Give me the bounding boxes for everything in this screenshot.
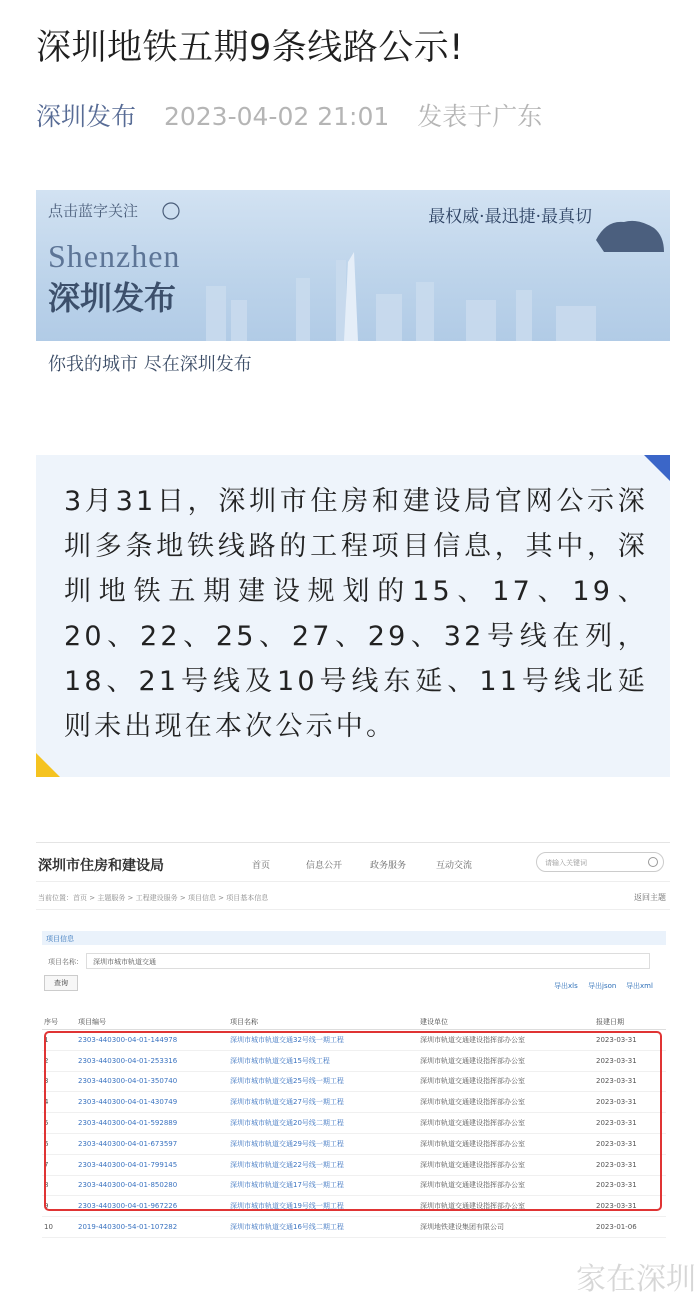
row-builder: 深圳市轨道交通建设指挥部办公室 (418, 1113, 594, 1134)
banner-subtitle: 你我的城市 尽在深圳发布 (48, 354, 252, 375)
table-row (42, 1217, 666, 1238)
publish-datetime: 2023-04-02 21:01 (163, 102, 390, 131)
corner-accent-blue (644, 455, 670, 481)
row-date: 2023-03-31 (594, 1071, 666, 1092)
export-json: 导出json (588, 982, 617, 990)
follow-hint: 点击蓝字关注 (48, 202, 139, 220)
search-icon (648, 857, 658, 867)
col-index: 序号 (42, 1015, 76, 1030)
col-code: 项目编号 (76, 1015, 228, 1030)
nav-home: 首页 (252, 861, 271, 871)
banner-slogan: 最权威·最迅捷·最真切 (428, 207, 592, 227)
watermark: 家在深圳 (576, 1262, 696, 1297)
row-index: 7 (42, 1154, 76, 1175)
row-builder: 深圳市轨道交通建设指挥部办公室 (418, 1050, 594, 1071)
site-name: 深圳市住房和建设局 (38, 858, 164, 874)
row-builder: 深圳市轨道交通建设指挥部办公室 (418, 1030, 594, 1051)
row-date: 2023-03-31 (594, 1196, 666, 1217)
highlight-box (44, 1031, 662, 1211)
row-index: 2 (42, 1050, 76, 1071)
row-date: 2023-03-31 (594, 1113, 666, 1134)
mascot-icon (596, 221, 664, 252)
row-date: 2023-03-31 (594, 1030, 666, 1051)
row-name: 深圳市城市轨道交通20号线二期工程 (228, 1113, 418, 1134)
row-name: 深圳市城市轨道交通16号线二期工程 (228, 1217, 418, 1238)
row-index: 3 (42, 1071, 76, 1092)
row-builder: 深圳市轨道交通建设指挥部办公室 (418, 1071, 594, 1092)
row-date: 2023-03-31 (594, 1133, 666, 1154)
row-code: 2303-440300-04-01-350740 (76, 1071, 228, 1092)
row-index: 6 (42, 1133, 76, 1154)
nav-interaction: 互动交流 (436, 861, 473, 871)
row-code: 2303-440300-04-01-967226 (76, 1196, 228, 1217)
project-name-field: 深圳市城市轨道交通 (86, 953, 650, 969)
breadcrumb: 当前位置：首页 > 主题服务 > 工程建设服务 > 项目信息 > 项目基本信息 (38, 894, 269, 902)
back-link: 返回主题 (634, 893, 666, 902)
row-code: 2303-440300-04-01-253316 (76, 1050, 228, 1071)
row-index: 9 (42, 1196, 76, 1217)
row-name: 深圳市城市轨道交通15号线工程 (228, 1050, 418, 1071)
row-date: 2023-01-06 (594, 1217, 666, 1238)
banner-name-cn: 深圳发布 (48, 279, 177, 317)
col-builder: 建设单位 (418, 1015, 594, 1030)
row-name: 深圳市城市轨道交通19号线一期工程 (228, 1196, 418, 1217)
row-builder: 深圳市轨道交通建设指挥部办公室 (418, 1154, 594, 1175)
panel-header (42, 931, 666, 945)
account-name-link[interactable]: 深圳发布 (36, 102, 137, 131)
row-date: 2023-03-31 (594, 1050, 666, 1071)
panel-title: 项目信息 (46, 935, 74, 943)
query-button: 查询 (44, 975, 78, 991)
row-name: 深圳市城市轨道交通25号线一期工程 (228, 1071, 418, 1092)
export-xml: 导出xml (626, 982, 653, 990)
row-code: 2303-440300-04-01-144978 (76, 1030, 228, 1051)
banner-name-en: Shenzhen (48, 238, 181, 274)
follow-icon (163, 203, 179, 219)
row-builder: 深圳市轨道交通建设指挥部办公室 (418, 1175, 594, 1196)
nav-services: 政务服务 (370, 861, 407, 871)
row-index: 5 (42, 1113, 76, 1134)
tower-shape (344, 252, 358, 341)
summary-quote-box (36, 455, 670, 777)
row-code: 2303-440300-04-01-850280 (76, 1175, 228, 1196)
row-name: 深圳市城市轨道交通32号线一期工程 (228, 1030, 418, 1051)
row-index: 10 (42, 1217, 76, 1238)
export-xls: 导出xls (554, 982, 578, 990)
col-date: 报建日期 (594, 1015, 666, 1030)
publish-location: 发表于广东 (417, 102, 543, 131)
row-builder: 深圳市轨道交通建设指挥部办公室 (418, 1133, 594, 1154)
account-banner-image[interactable] (36, 190, 670, 386)
website-screenshot[interactable] (36, 842, 670, 1245)
row-index: 8 (42, 1175, 76, 1196)
corner-accent-yellow (36, 753, 60, 777)
row-name: 深圳市城市轨道交通27号线一期工程 (228, 1092, 418, 1113)
row-name: 深圳市城市轨道交通17号线一期工程 (228, 1175, 418, 1196)
article-meta (36, 100, 542, 134)
row-name: 深圳市城市轨道交通29号线一期工程 (228, 1133, 418, 1154)
row-code: 2303-440300-04-01-799145 (76, 1154, 228, 1175)
row-date: 2023-03-31 (594, 1175, 666, 1196)
row-index: 1 (42, 1030, 76, 1051)
row-code: 2303-440300-04-01-673597 (76, 1133, 228, 1154)
row-code: 2303-440300-04-01-592889 (76, 1113, 228, 1134)
row-builder: 深圳地铁建设集团有限公司 (418, 1217, 594, 1238)
row-index: 4 (42, 1092, 76, 1113)
row-code: 2303-440300-04-01-430749 (76, 1092, 228, 1113)
site-search-input: 请输入关键词 (536, 852, 664, 872)
row-builder: 深圳市轨道交通建设指挥部办公室 (418, 1196, 594, 1217)
row-name: 深圳市城市轨道交通22号线一期工程 (228, 1154, 418, 1175)
col-name: 项目名称 (228, 1015, 418, 1030)
row-builder: 深圳市轨道交通建设指挥部办公室 (418, 1092, 594, 1113)
row-date: 2023-03-31 (594, 1092, 666, 1113)
row-date: 2023-03-31 (594, 1154, 666, 1175)
nav-info: 信息公开 (306, 861, 343, 871)
article-title: 深圳地铁五期9条线路公示! (36, 28, 464, 68)
field-label: 项目名称： (48, 958, 83, 966)
row-code: 2019-440300-54-01-107282 (76, 1217, 228, 1238)
summary-text: 3月31日，深圳市住房和建设局官网公示深圳多条地铁线路的工程项目信息，其中，深圳地铁五期建设规划的15、17、19、20、22、25、27、29、32号线在列，18、21号线及10号线东延、11号线北延则未出现在本次公示中。 (64, 486, 648, 742)
